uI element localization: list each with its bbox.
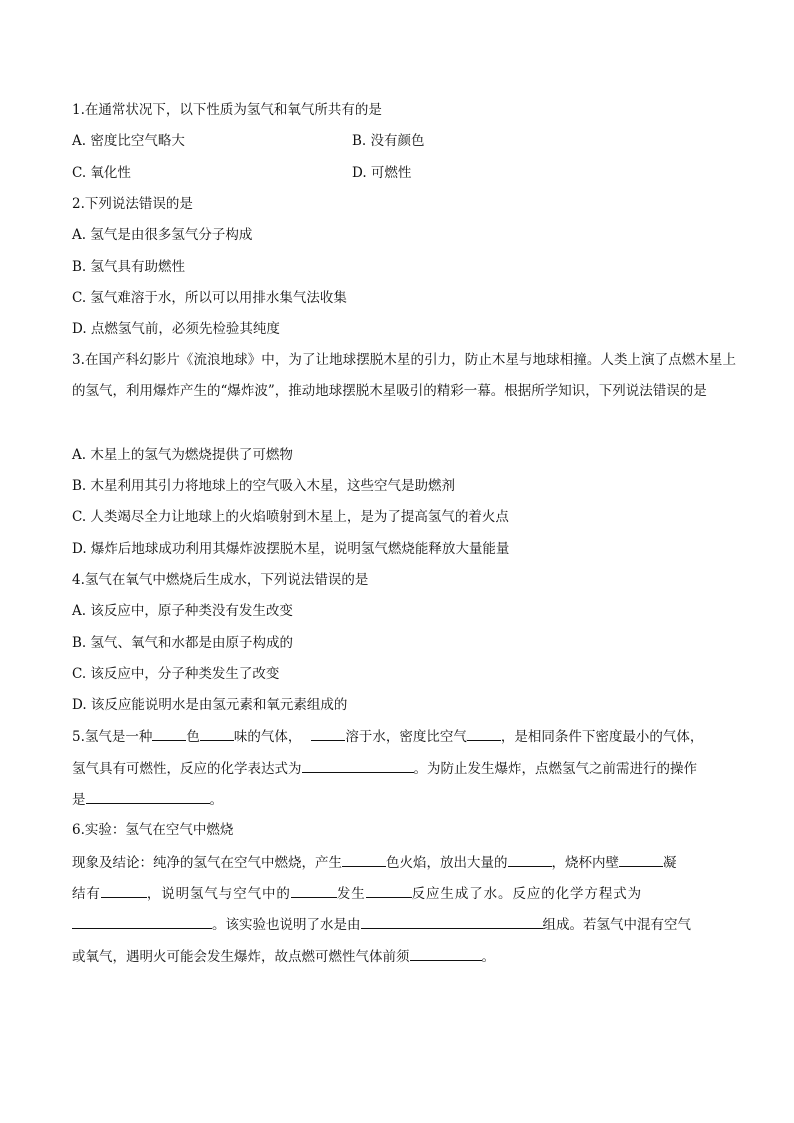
answer-blank[interactable] <box>508 852 552 867</box>
question-3-option-a: A. 木星上的氢气为燃烧提供了可燃物 <box>72 447 293 463</box>
question-6-line-3: 。该实验也说明了水是由 组成。若氢气中混有空气 <box>72 914 691 935</box>
question-3-option-d: D. 爆炸后地球成功利用其爆炸波摆脱木星，说明氢气燃烧能释放大量能量 <box>72 541 510 557</box>
question-4-stem: 4.氢气在氧气中燃烧后生成水，下列说法错误的是 <box>72 572 369 588</box>
question-4-option-a: A. 该反应中，原子种类没有发生改变 <box>72 603 293 619</box>
question-2-stem: 2.下列说法错误的是 <box>72 196 193 212</box>
question-4-option-d: D. 该反应能说明水是由氢元素和氧元素组成的 <box>72 697 348 713</box>
answer-blank[interactable] <box>361 914 543 929</box>
answer-blank[interactable] <box>152 726 186 741</box>
answer-blank[interactable] <box>467 726 501 741</box>
question-6-title: 6.实验：氢气在空气中燃烧 <box>72 822 234 838</box>
answer-blank[interactable] <box>342 852 386 867</box>
answer-blank[interactable] <box>619 852 663 867</box>
answer-blank[interactable] <box>86 789 210 804</box>
question-6-line-1: 现象及结论：纯净的氢气在空气中燃烧，产生 色火焰，放出大量的 ，烧杯内壁 凝 <box>72 852 677 873</box>
question-2-option-d: D. 点燃氢气前，必须先检验其纯度 <box>72 321 280 337</box>
answer-blank[interactable] <box>101 883 147 898</box>
question-3-stem: 3.在国产科幻影片《流浪地球》中，为了让地球摆脱木星的引力，防止木星与地球相撞。人类上演了点燃木星上的氢气，利用爆炸产生的“爆炸波”，推动地球摆脱木星吸引的精彩一幕。根据所学知识，下列说法错误的是 <box>72 352 736 399</box>
question-2-option-b: B. 氢气具有助燃性 <box>72 259 186 275</box>
question-5-line-2: 氢气具有可燃性，反应的化学表达式为 。为防止发生爆炸，点燃氢气之前需进行的操作 <box>72 758 697 779</box>
question-5-line-1: 5.氢气是一种 色 味的气体， 溶于水，密度比空气 ，是相同条件下密度最小的气体， <box>72 726 703 747</box>
question-4-option-b: B. 氢气、氧气和水都是由原子构成的 <box>72 635 294 651</box>
question-4-option-c: C. 该反应中，分子种类发生了改变 <box>72 666 280 682</box>
question-1-stem: 1.在通常状况下，以下性质为氢气和氧气所共有的是 <box>72 102 382 118</box>
answer-blank[interactable] <box>366 883 412 898</box>
answer-blank[interactable] <box>302 758 414 773</box>
question-6-line-2: 结有 ，说明氢气与空气中的 发生 反应生成了水。反应的化学方程式为 <box>72 883 642 904</box>
question-5-line-3: 是 。 <box>72 789 223 810</box>
question-2-option-a: A. 氢气是由很多氢气分子构成 <box>72 227 253 243</box>
answer-blank[interactable] <box>72 914 212 929</box>
question-3-option-b: B. 木星利用其引力将地球上的空气吸入木星，这些空气是助燃剂 <box>72 478 456 494</box>
answer-blank[interactable] <box>311 726 345 741</box>
question-1-option-a: A. 密度比空气略大 <box>72 133 185 149</box>
question-2-option-c: C. 氢气难溶于水，所以可以用排水集气法收集 <box>72 290 347 306</box>
question-1-option-c: C. 氧化性 <box>72 165 131 181</box>
question-6-line-4: 或氧气，遇明火可能会发生爆炸，故点燃可燃性气体前须 。 <box>72 946 495 967</box>
answer-blank[interactable] <box>410 946 482 961</box>
question-3-option-c: C. 人类竭尽全力让地球上的火焰喷射到木星上，是为了提高氢气的着火点 <box>72 509 509 525</box>
answer-blank[interactable] <box>291 883 337 898</box>
answer-blank[interactable] <box>200 726 234 741</box>
question-1-option-b: B. 没有颜色 <box>352 133 425 149</box>
question-1-option-d: D. 可燃性 <box>352 165 412 181</box>
